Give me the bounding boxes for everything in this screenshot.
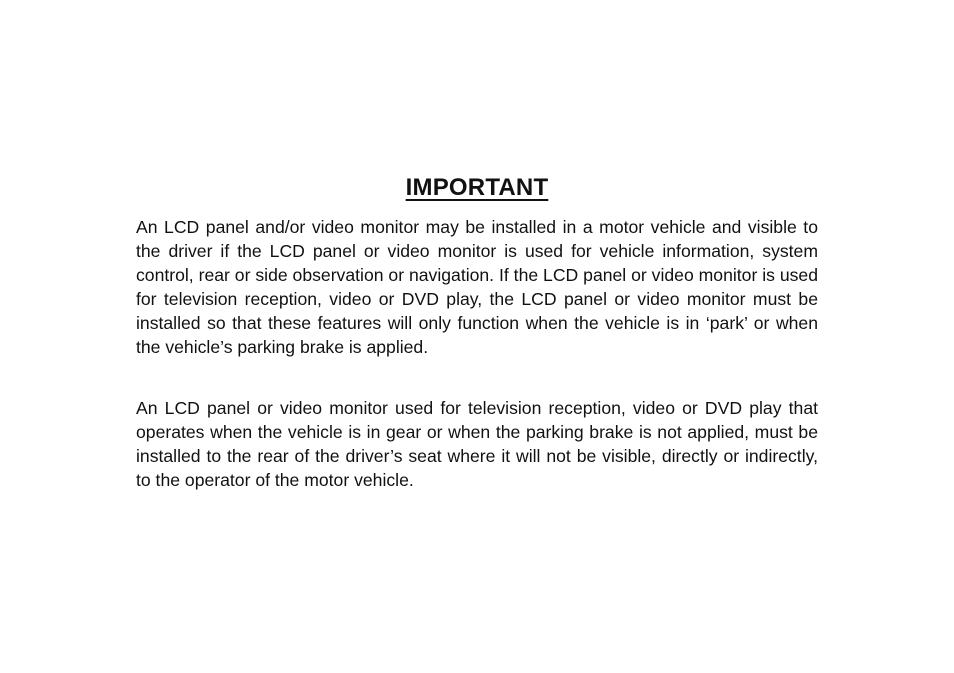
paragraph-installation-rules: An LCD panel and/or video monitor may be installed in a motor vehicle and visible to the driver if the LCD panel or video monitor is used for vehicle information, system control, rear or side observation or navigation. If the LCD panel or video monitor is used for television reception, video or DVD play, the LCD panel or video monitor must be installed so that these features will only function when the vehicle is in ‘park’ or when the vehicle’s parking brake is applied. xyxy=(136,217,818,357)
page-title: IMPORTANT xyxy=(405,174,549,201)
document-page xyxy=(136,172,818,493)
paragraph-rear-installation: An LCD panel or video monitor used for television reception, video or DVD play that operates when the vehicle is in gear or when the parking brake is not applied, must be installed to the rear of the driver’s seat where it will not be visible, directly or indirectly, to the operator of the motor vehicle. xyxy=(136,398,818,491)
